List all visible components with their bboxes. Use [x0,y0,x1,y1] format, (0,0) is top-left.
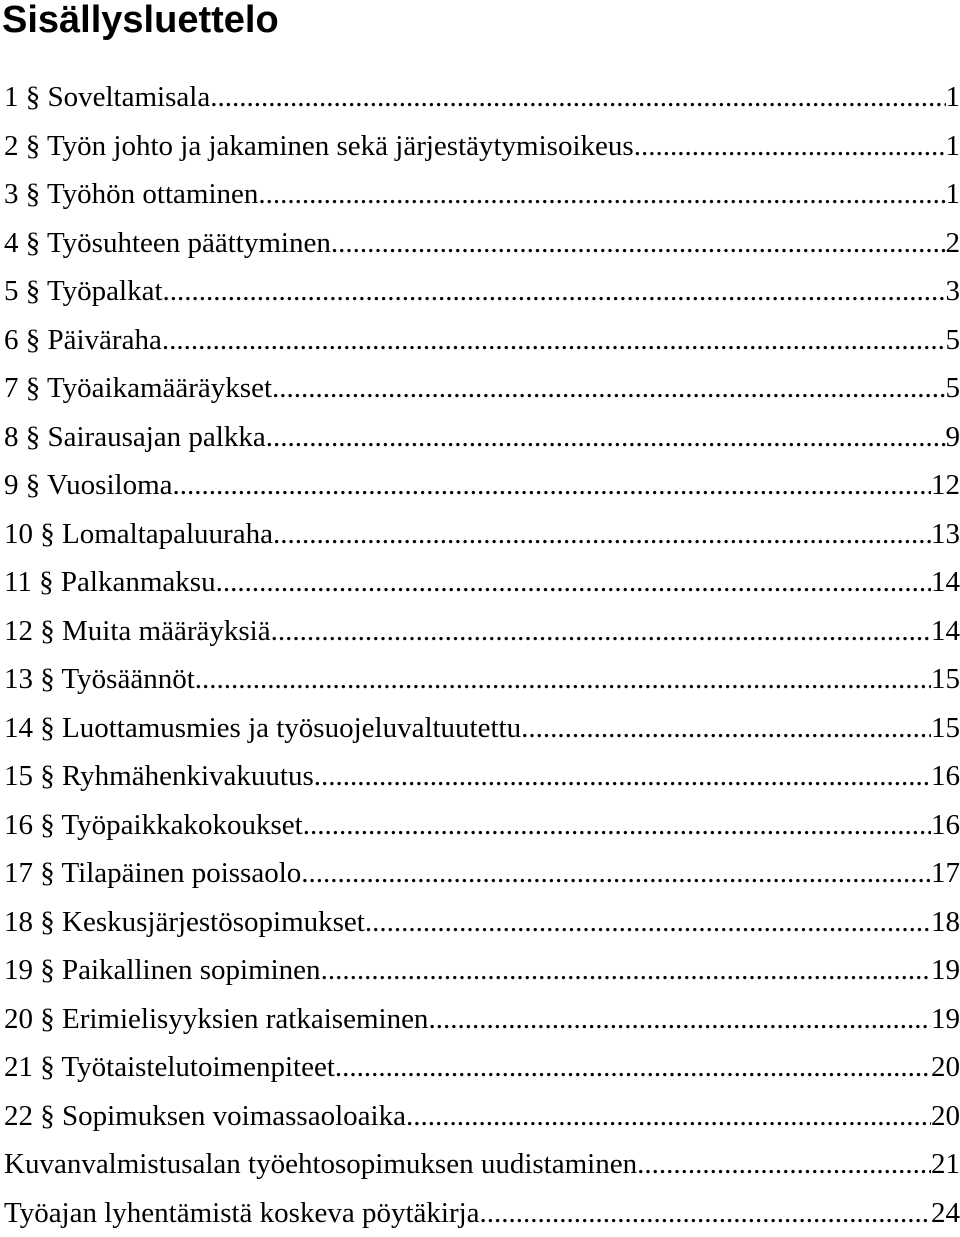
dot-leader [331,219,946,268]
toc-entry[interactable] [4,898,960,947]
toc-entry-page-number: 18 [931,898,960,947]
toc-entry-label: 6 § Päiväraha [4,316,162,365]
toc-entry-label: 12 § Muita määräyksiä [4,607,271,656]
toc-entry-label: 5 § Työpalkat [4,267,163,316]
toc-entry-page-number: 1 [946,122,960,171]
toc-entry[interactable] [4,752,960,801]
toc-entry[interactable] [4,1092,960,1141]
toc-entry-page-number: 19 [931,946,960,995]
table-of-contents [4,73,960,1237]
toc-entry-page-number: 20 [931,1043,960,1092]
toc-entry-label: 14 § Luottamusmies ja työsuojeluvaltuutettu [4,704,521,753]
dot-leader [634,122,946,171]
page-title: Sisällysluettelo [2,0,279,42]
toc-entry[interactable] [4,461,960,510]
toc-entry-label: 1 § Soveltamisala [4,73,210,122]
toc-entry-label: 4 § Työsuhteen päättyminen [4,219,331,268]
toc-entry[interactable] [4,170,960,219]
toc-entry-page-number: 15 [931,704,960,753]
toc-entry-label: 10 § Lomaltapaluuraha [4,510,273,559]
toc-entry-label: 18 § Keskusjärjestösopimukset [4,898,365,947]
toc-entry-page-number: 1 [946,170,960,219]
toc-entry[interactable] [4,704,960,753]
toc-entry-page-number: 13 [931,510,960,559]
dot-leader [216,558,931,607]
toc-entry-page-number: 16 [931,752,960,801]
toc-entry-label: 20 § Erimielisyyksien ratkaiseminen [4,995,428,1044]
toc-entry-page-number: 20 [931,1092,960,1141]
dot-leader [365,898,931,947]
toc-entry[interactable] [4,849,960,898]
dot-leader [301,849,931,898]
toc-entry-label: 21 § Työtaistelutoimenpiteet [4,1043,335,1092]
toc-entry-label: Kuvanvalmistusalan työehtosopimuksen uudistaminen [4,1140,637,1189]
toc-entry-page-number: 3 [946,267,960,316]
toc-entry[interactable] [4,510,960,559]
toc-entry-label: 17 § Tilapäinen poissaolo [4,849,301,898]
toc-entry-page-number: 16 [931,801,960,850]
toc-entry-page-number: 17 [931,849,960,898]
toc-entry-page-number: 15 [931,655,960,704]
dot-leader [273,510,931,559]
dot-leader [266,413,946,462]
toc-entry-page-number: 1 [946,73,960,122]
toc-entry[interactable] [4,413,960,462]
dot-leader [271,607,931,656]
dot-leader [173,461,931,510]
toc-entry-label: 15 § Ryhmähenkivakuutus [4,752,314,801]
toc-entry-page-number: 21 [931,1140,960,1189]
toc-entry[interactable] [4,558,960,607]
toc-entry[interactable] [4,995,960,1044]
toc-entry-label: 8 § Sairausajan palkka [4,413,266,462]
dot-leader [195,655,931,704]
dot-leader [303,801,931,850]
toc-entry-page-number: 9 [946,413,960,462]
toc-entry[interactable] [4,655,960,704]
toc-entry-label: 7 § Työaikamääräykset [4,364,272,413]
toc-entry-page-number: 5 [946,316,960,365]
toc-entry[interactable] [4,801,960,850]
toc-entry-label: 13 § Työsäännöt [4,655,195,704]
toc-entry-label: 2 § Työn johto ja jakaminen sekä järjestäytymisoikeus [4,122,634,171]
dot-leader [321,946,931,995]
toc-entry[interactable] [4,364,960,413]
toc-entry-label: 19 § Paikallinen sopiminen [4,946,321,995]
dot-leader [521,704,931,753]
dot-leader [428,995,931,1044]
toc-entry[interactable] [4,1140,960,1189]
toc-entry-label: Työajan lyhentämistä koskeva pöytäkirja [4,1189,480,1237]
toc-entry-page-number: 24 [931,1189,960,1237]
toc-entry-page-number: 5 [946,364,960,413]
toc-entry-page-number: 12 [931,461,960,510]
toc-entry[interactable] [4,607,960,656]
toc-entry[interactable] [4,316,960,365]
toc-entry-label: 9 § Vuosiloma [4,461,173,510]
toc-entry[interactable] [4,219,960,268]
dot-leader [258,170,945,219]
toc-entry-page-number: 19 [931,995,960,1044]
dot-leader [162,316,946,365]
dot-leader [314,752,931,801]
toc-entry-page-number: 14 [931,607,960,656]
dot-leader [335,1043,931,1092]
dot-leader [272,364,945,413]
toc-entry[interactable] [4,122,960,171]
dot-leader [480,1189,931,1237]
toc-entry-label: 22 § Sopimuksen voimassaoloaika [4,1092,406,1141]
toc-entry[interactable] [4,1189,960,1237]
toc-entry-page-number: 2 [946,219,960,268]
dot-leader [163,267,946,316]
toc-entry[interactable] [4,267,960,316]
toc-entry-label: 3 § Työhön ottaminen [4,170,258,219]
toc-entry-label: 16 § Työpaikkakokoukset [4,801,303,850]
dot-leader [637,1140,931,1189]
toc-entry[interactable] [4,946,960,995]
toc-entry-page-number: 14 [931,558,960,607]
toc-entry[interactable] [4,1043,960,1092]
toc-entry[interactable] [4,73,960,122]
dot-leader [210,73,945,122]
toc-entry-label: 11 § Palkanmaksu [4,558,216,607]
dot-leader [406,1092,931,1141]
